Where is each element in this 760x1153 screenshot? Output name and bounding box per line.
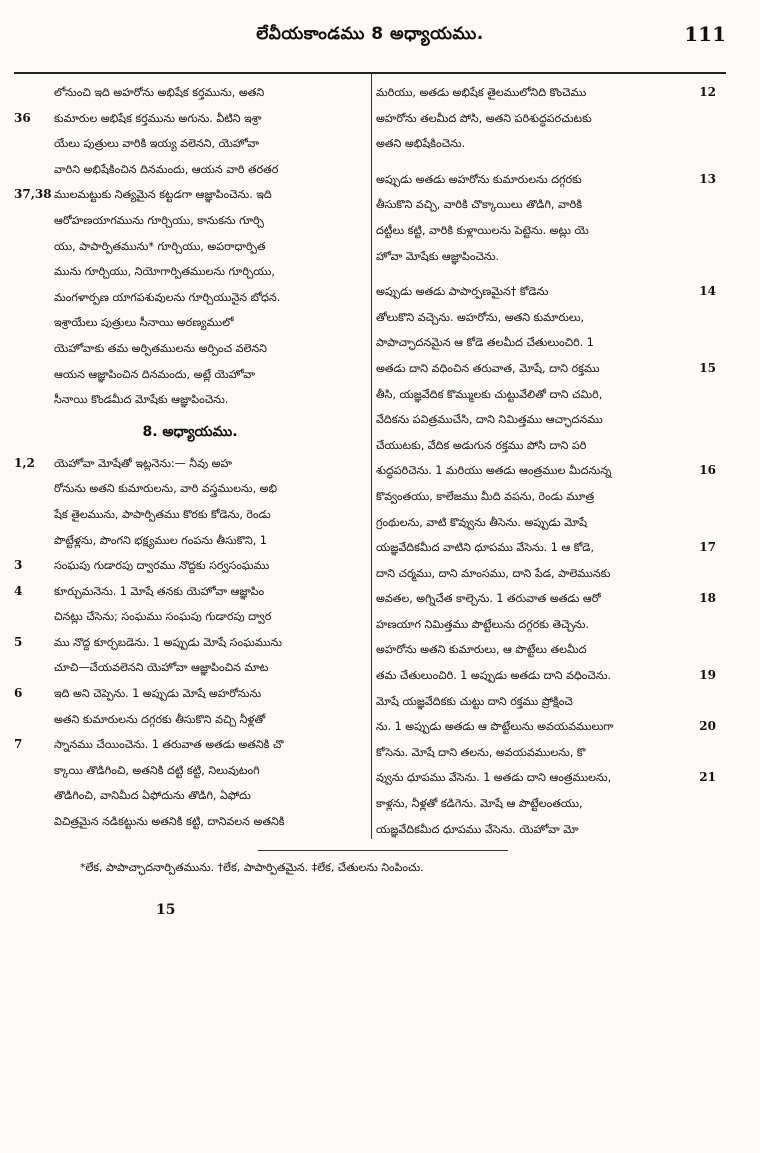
text-line <box>14 451 366 477</box>
line-text: మోషే యజ్ఞవేదికకు చుట్టు దాని రక్తము ప్రోక్షించె <box>376 694 573 708</box>
text-line <box>376 167 716 193</box>
line-text <box>14 835 366 840</box>
line-text: ఇది అని చెప్పెను. 1 అప్పుడు మోషే అహరోనును <box>54 687 262 701</box>
text-line <box>376 458 716 484</box>
text-line <box>376 612 716 638</box>
text-line <box>14 502 366 528</box>
verse-number: 15 <box>699 360 716 375</box>
line-text: కాళ్లను, నీళ్లతో కడిగెను. మోషే ఆ పొట్టేలంతయు, <box>376 797 583 811</box>
verse-number: 13 <box>699 171 716 186</box>
verse-number: 21 <box>699 770 716 785</box>
text-line <box>14 809 366 835</box>
verse-number: 19 <box>699 668 716 683</box>
text-line <box>376 80 716 106</box>
text-line <box>376 740 716 766</box>
text-line <box>376 689 716 715</box>
line-text: మంగళార్పణ యాగపశువులను గూర్చియునైన బోధన. <box>54 290 281 304</box>
text-line <box>376 714 716 740</box>
line-text: హణయాగ నిమిత్తము పొట్టేలును దగ్గరకు తెచ్చెను. <box>376 617 589 631</box>
line-text: వారిని అభిషేకించిన దినమందు, ఆయన వారి తరతర <box>54 162 279 176</box>
verse-number: 18 <box>699 591 716 606</box>
line-text: వ్వును ధూపము వేసెను. 1 అతడు దాని ఆంత్రములను, <box>376 771 612 785</box>
text-line <box>14 336 366 362</box>
text-line <box>376 561 716 587</box>
line-text: గ్రంథులను, వాటి కొవ్వును తీసెను. అప్పుడు మోషే <box>376 515 588 529</box>
text-line <box>376 433 716 459</box>
line-text: తోలుకొని వచ్చెను. అహరోను, అతని కుమారులు, <box>376 310 585 324</box>
text-line <box>14 285 366 311</box>
verse-number: 3 <box>14 558 23 573</box>
verse-number: 20 <box>699 719 716 734</box>
page-header <box>14 10 726 70</box>
line-text: రోనును అతని కుమారులను, వారి వస్త్రములను, అభి <box>54 482 278 496</box>
text-line <box>376 382 716 408</box>
line-text: అప్పుడు అతడు అహరోను కుమారులను దగ్గరకు <box>376 172 582 186</box>
left-column <box>14 80 366 840</box>
line-text: అహరోను తలమీద పోసి, అతని పరిశుద్ధపరచుటకు <box>376 111 592 125</box>
verse-number: 14 <box>699 284 716 299</box>
line-text: అతడు దాని వధించిన తరువాత, మోషే, దాని రక్తము <box>376 361 600 375</box>
footnotes: *లేక, పాపాచ్ఛాదనార్పితమును. †లేక, పాపార్పితమైన. ‡లేక, చేతులను నింపించు. <box>80 861 424 874</box>
line-text: స్నానము చేయించెను. 1 తరువాత అతడు అతనికి చొ <box>54 738 284 752</box>
verse-number: 16 <box>699 463 716 478</box>
text-line <box>376 535 716 561</box>
line-text: కోసెను. మోషే దాని తలను, అవయవములను, కొ <box>376 745 586 759</box>
line-text: తీసి, యజ్ఞవేదిక కొమ్ములకు చుట్టువేలితో దాని చమిరి, <box>376 387 603 401</box>
line-text: యెహోవా మోషేతో ఇట్లనెను:— నీవు అహ <box>54 456 233 470</box>
chapter-heading: 8. అధ్యాయము. <box>142 423 238 440</box>
line-text: పొట్టేళ్లను, పొంగని భక్ష్యముల గంపను తీసుకొని, 1 <box>54 533 267 547</box>
line-text: వేదికను పవిత్రముచేసి, దాని నిమిత్తము ఆచ్ఛాదనము <box>376 413 603 427</box>
text-line <box>376 218 716 244</box>
line-text: యేలు పుత్రులు వారికి ఇయ్య వలెనని, యెహోవా <box>54 137 260 151</box>
line-text: యజ్ఞవేదికమీద ధూపము వేసెను. యెహోవా మో <box>376 822 579 836</box>
line-text: అతని కుమారులను దగ్గరకు తీసుకొని వచ్చి నీళ్లతో <box>54 712 266 726</box>
text-line <box>14 259 366 285</box>
text-line <box>376 244 716 270</box>
right-column <box>376 80 716 840</box>
text-line <box>376 407 716 433</box>
text-line <box>376 484 716 510</box>
page-number: 111 <box>684 22 726 46</box>
text-line <box>376 279 716 305</box>
line-text: తీసుకొని వచ్చి, వారికి చొక్కాయిలు తొడిగి, వారికి <box>376 198 582 212</box>
line-text: కుమారుల అభిషేక కర్తమును అగును. వీటిని ఇశ్రా <box>54 111 262 125</box>
line-text: తొడిగించి, వానిమీద ఏఫోదును తొడిగి, ఏఫోదు <box>54 789 251 803</box>
text-line <box>14 157 366 183</box>
line-text: అహరోను అతని కుమారులు, ఆ పొట్టేలు తలమీద <box>376 643 587 657</box>
line-text: సీనాయి కొండమీద మోషేకు ఆజ్ఞాపించెను. <box>54 393 229 407</box>
line-text: మును గూర్చియు, నియోగార్పితములను గూర్చియు, <box>54 265 275 279</box>
line-text: హోవా మోషేకు ఆజ్ఞాపించెను. <box>376 249 500 263</box>
paragraph-gap <box>376 269 716 279</box>
text-line <box>14 707 366 733</box>
text-line <box>14 387 366 413</box>
text-line <box>14 310 366 336</box>
line-text: చినట్లు చేసెను; సంఘము సంఘపు గుడారపు ద్వార <box>54 610 272 624</box>
column-divider <box>371 74 372 839</box>
verse-number: 6 <box>14 686 23 701</box>
line-text: పాపాచ్ఛాదనమైన ఆ కోడె తలమీద చేతులుంచిరి. 1 <box>376 336 594 350</box>
text-line <box>14 655 366 681</box>
verse-number: 5 <box>14 634 23 649</box>
line-text: సంఘపు గుడారపు ద్వారము నొద్దకు సర్వసంఘము <box>54 559 270 573</box>
line-text: యెహోవాకు తమ అర్పితములను అర్పించ వలెనని <box>54 341 267 355</box>
line-text: అవతల, అగ్నిచేత కాల్చెను. 1 తరువాత అతడు ఆరో <box>376 592 601 606</box>
text-line <box>14 80 366 106</box>
text-line <box>376 356 716 382</box>
line-text: చేయుటకు, వేదిక అడుగున రక్తము పోసి దాని పరి <box>376 438 587 452</box>
text-line <box>14 106 366 132</box>
line-text: దట్టీలు కట్టి, వారికి కుళ్లాయిలను పెట్టెను. అట్లు యె <box>376 223 589 237</box>
verse-number: 37,38 <box>14 187 52 202</box>
text-line <box>14 553 366 579</box>
text-line <box>376 817 716 840</box>
line-text: ఆయన ఆజ్ఞాపించిన దినమందు, అట్లే యెహోవా <box>54 367 256 381</box>
verse-number: 12 <box>699 85 716 99</box>
line-text: ములమట్టుకు నిత్యమైన కట్టడగా ఆజ్ఞాపించెను. ఇది <box>54 188 272 202</box>
text-line <box>376 330 716 356</box>
text-line <box>14 362 366 388</box>
text-line <box>14 758 366 784</box>
text-line <box>14 579 366 605</box>
verse-number: 36 <box>14 110 31 125</box>
line-text: లోనుంచి ఇది అహరోను అభిషేక కర్తమును, అతని <box>54 86 265 99</box>
text-line <box>14 528 366 554</box>
paragraph-gap <box>376 157 716 167</box>
text-line <box>376 586 716 612</box>
text-line <box>14 131 366 157</box>
line-text: యు, పాపార్పితమును* గూర్చియు, అపరాధార్పిత <box>54 239 266 253</box>
text-line <box>14 476 366 502</box>
line-text: అప్పుడు అతడు పాపార్పణమైన† కోడెను <box>376 285 549 299</box>
text-line <box>376 192 716 218</box>
signature-mark: 15 <box>156 902 176 918</box>
text-line <box>376 637 716 663</box>
text-line <box>376 131 716 157</box>
text-line <box>376 663 716 689</box>
verse-number: 1,2 <box>14 455 35 470</box>
line-text: శుద్ధపరిచెను. 1 మరియు అతడు ఆంత్రముల మీదనున్న <box>376 464 612 478</box>
line-text: యజ్ఞవేదికమీద వాటిని ధూపము వేసెను. 1 ఆ కోడె, <box>376 541 594 555</box>
line-text: కొవ్వంతయు, కాలేజము మీది వపను, రెండు మూత్ర <box>376 489 595 503</box>
line-text: చూచి—చేయవలెనని యెహోవా ఆజ్ఞాపించిన మాట <box>54 661 269 675</box>
line-text: ము నొద్ద కూర్చబడెను. 1 అప్పుడు మోషే సంఘమును <box>54 635 283 649</box>
line-text: కూర్చుమనెను. 1 మోషే తనకు యెహోవా ఆజ్ఞాపిం <box>54 584 265 598</box>
text-line <box>14 234 366 260</box>
text-line <box>376 765 716 791</box>
line-text: షేక తైలమును, పాపార్పితము కొరకు కోడెను, రెండు <box>54 507 271 521</box>
line-text: ఇశ్రాయేలు పుత్రులు సీనాయి అరణ్యములో <box>54 316 234 330</box>
line-text: ను. 1 అప్పుడు అతడు ఆ పొట్టేలును అవయవములుగా <box>376 720 614 734</box>
verse-number: 4 <box>14 583 23 598</box>
line-text: అతని అభిషేకించెను. <box>376 137 466 151</box>
text-line <box>14 630 366 656</box>
text-line <box>376 305 716 331</box>
text-line <box>14 783 366 809</box>
header-rule <box>14 72 726 74</box>
verse-number <box>14 835 50 840</box>
line-text: తమ చేతులుంచిరి. 1 అప్పుడు అతడు దాని వధించెను. <box>376 669 612 683</box>
text-line <box>14 681 366 707</box>
text-line <box>14 182 366 208</box>
text-line <box>14 208 366 234</box>
text-line <box>376 106 716 132</box>
text-line <box>376 791 716 817</box>
verse-number: 7 <box>14 737 23 752</box>
footnote-rule <box>258 850 508 851</box>
line-text: మరియు, అతడు అభిషేక తైలములోనిది కొంచెము <box>376 86 587 99</box>
line-text: క్కాయి తొడిగించి, అతనికి దట్టి కట్టి, నిలువుటంగి <box>54 763 260 777</box>
text-line <box>376 510 716 536</box>
running-title: లేవీయకాండము 8 అధ్యాయము. <box>256 24 484 44</box>
text-line <box>14 604 366 630</box>
verse-number: 17 <box>699 540 716 555</box>
text-line <box>14 732 366 758</box>
line-text: ఆరోహణయాగమును గూర్చియు, కానుకను గూర్చి <box>54 213 264 227</box>
text-line <box>14 835 366 840</box>
line-text: దాని చర్మము, దాని మాంసము, దాని పేడ, పాలెమునకు <box>376 566 611 580</box>
line-text: విచిత్రమైన నడికట్టును అతనికి కట్టి, దానివలన అతనికి <box>54 815 285 829</box>
